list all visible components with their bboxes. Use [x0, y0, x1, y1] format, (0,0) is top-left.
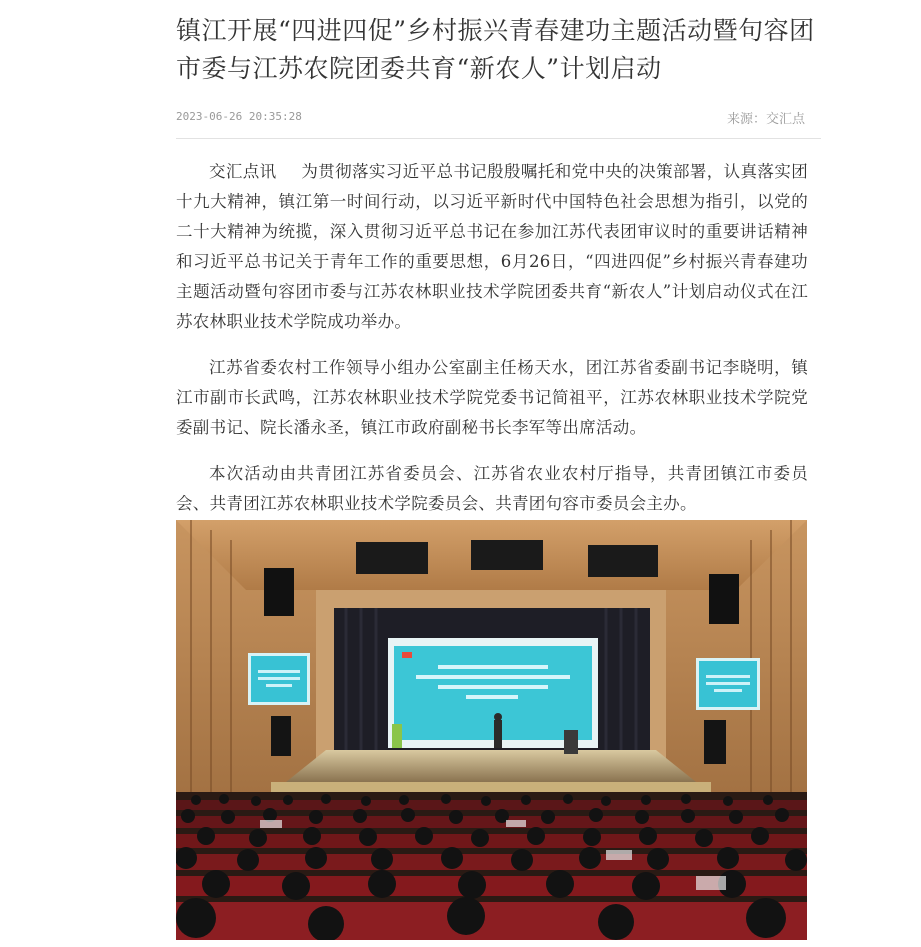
- article: [176, 0, 821, 513]
- stage-floor: [286, 750, 696, 782]
- article-title: 镇江开展“四进四促”乡村振兴青春建功主题活动暨句容团市委与江苏农院团委共育“新农人”计划启动: [176, 16, 815, 83]
- wall-window: [704, 720, 726, 764]
- main-screen: [394, 646, 592, 740]
- ceiling-panel: [588, 545, 658, 577]
- ceiling-panel: [356, 542, 428, 574]
- wall-window: [271, 716, 291, 756]
- paragraph-2: [176, 353, 808, 443]
- paragraph-text: 江苏省委农村工作领导小组办公室副主任杨天水，团江苏省委副书记李晓明，镇江市副市长武鸣，江苏农林职业技术学院党委书记简祖平，江苏农林职业技术学院党委副书记、院长潘永圣，镇江市政府副秘书长李军等出席活动。: [176, 358, 808, 437]
- wall-window: [709, 574, 739, 624]
- paragraph-3: [176, 459, 808, 519]
- auditorium-image: [176, 520, 807, 940]
- article-body: [176, 157, 808, 535]
- event-photo: [176, 520, 807, 940]
- paragraph-1: [176, 157, 808, 337]
- article-source: 来源：交汇点: [726, 112, 805, 127]
- paragraph-text: 为贯彻落实习近平总书记殷殷嘱托和党中央的决策部署，认真落实团十九大精神，镇江第一时间行动，以习近平新时代中国特色社会思想为指引，以党的二十大精神为统揽，深入贯彻习近平总书记在参加江苏代表团审议时的重要讲话精神和习近平总书记关于青年工作的重要思想，6月26日，“四进四促”乡村振兴青春建功主题活动暨句容团市委与江苏农林职业技术学院团委共育“新农人”计划启动仪式在江苏农林职业技术学院成功举办。: [176, 162, 809, 331]
- ceiling-panel: [471, 540, 543, 570]
- stage-edge: [271, 782, 711, 792]
- paragraph-text: 本次活动由共青团江苏省委员会、江苏省农业农村厅指导，共青团镇江市委员会、共青团江苏农林职业技术学院委员会、共青团句容市委员会主办。: [176, 464, 808, 513]
- speaker: [494, 720, 502, 748]
- wall-window: [264, 568, 294, 616]
- publish-date: 2023-06-26 20:35:28: [176, 110, 302, 123]
- news-agency-label: 交汇点讯: [209, 162, 277, 181]
- article-meta: [176, 106, 821, 139]
- podium: [564, 730, 578, 754]
